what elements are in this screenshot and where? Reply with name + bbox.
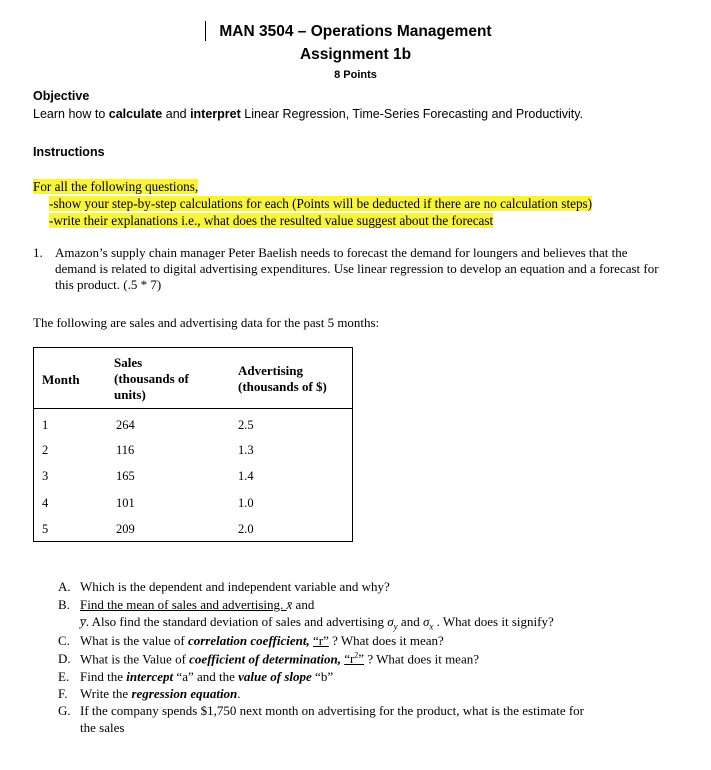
col-header-advertising: [238, 363, 327, 395]
col-header-sales-line1: Sales: [114, 355, 143, 370]
instructions-heading: Instructions: [33, 145, 105, 159]
subquestion-b-and2: and: [397, 614, 423, 629]
y-bar-symbol: y̅: [80, 614, 86, 629]
subquestion-b-letter: B.: [58, 597, 70, 612]
table-header-divider: [33, 408, 353, 409]
table-cell: 1.3: [238, 443, 254, 457]
objective-mid: and: [162, 107, 191, 121]
objective-calculate: calculate: [108, 107, 163, 121]
col-header-sales: [114, 355, 189, 403]
subquestion-e-mid: “a” and the: [173, 669, 239, 684]
instructions-line2: [49, 212, 493, 229]
sigma-y-subscript: y: [393, 621, 398, 632]
table-cell: 264: [116, 418, 135, 432]
sigma-x-symbol: σ: [422, 614, 430, 629]
subquestion-c-bold: correlation coefficient: [187, 633, 307, 648]
subquestion-a-text: Which is the dependent and independent variable and why?: [80, 579, 390, 594]
subquestion-d-post: ? What does it mean?: [364, 651, 479, 667]
table-cell: 165: [116, 469, 135, 483]
question-1-text: Amazon’s supply chain manager Peter Baelish needs to forecast the demand for loungers and believes that the demand is related to digital advertising expenditures. Use linear regression to develop an equation and a forecast for this product. (.5 * 7): [55, 245, 659, 292]
objective-interpret: interpret: [190, 107, 241, 121]
col-header-adv-line1: Advertising: [238, 363, 303, 378]
subquestion-e-slope: value of slope: [238, 669, 312, 684]
subquestion-f-text: [80, 686, 241, 702]
instructions-line1-text: -show your step-by-step calculations for each (Points will be deducted if there are no calculation steps): [49, 196, 593, 211]
subquestion-d-bold: coefficient of determination: [189, 651, 338, 667]
subquestion-b-text2: . Also find the standard deviation of sales and advertising: [85, 614, 388, 629]
subquestion-d-comma: ,: [337, 651, 345, 667]
subquestion-e-intercept: intercept: [126, 669, 174, 684]
table-cell: 2: [42, 443, 49, 457]
subquestion-b-and: and: [292, 597, 315, 612]
col-header-adv-line2: (thousands of $): [238, 379, 327, 394]
instructions-line1: [49, 195, 592, 212]
points-label: 8 Points: [334, 69, 377, 81]
table-cell: 2.5: [238, 418, 254, 432]
table-intro: The following are sales and advertising data for the past 5 months:: [33, 315, 380, 330]
table-cell: 101: [116, 496, 135, 510]
table-cell: 3: [42, 469, 49, 483]
subquestion-f-letter: F.: [58, 686, 68, 701]
objective-post: Linear Regression, Time-Series Forecasting and Productivity.: [240, 107, 584, 121]
instructions-intro: [33, 178, 198, 195]
subquestion-e-letter: E.: [58, 669, 70, 684]
subquestion-d-symbol-open: “r: [344, 651, 355, 667]
subquestion-b-line1: [80, 597, 314, 613]
subquestion-d-pre: What is the Value of: [80, 651, 190, 667]
sigma-y-symbol: σ: [387, 614, 394, 629]
instructions-line2-text: -write their explanations i.e., what does the resulted value suggest about the forecast: [49, 213, 494, 228]
subquestion-e-post: “b”: [311, 669, 334, 684]
objective-pre: Learn how to: [33, 107, 109, 121]
assignment-title: Assignment 1b: [299, 46, 412, 63]
subquestion-e-text: [80, 669, 333, 685]
table-cell: 116: [116, 443, 135, 457]
sigma-x-subscript: x: [429, 621, 434, 632]
instructions-intro-text: For all the following questions,: [33, 179, 199, 194]
subquestion-f-bold: regression equation: [131, 686, 238, 701]
course-title: MAN 3504 – Operations Management: [219, 23, 492, 40]
subquestion-c-symbol: “r”: [312, 633, 329, 648]
subquestion-d-symbol-close: ”: [358, 651, 365, 667]
col-header-sales-line3: units): [114, 387, 146, 402]
subquestion-d-text: [80, 651, 479, 667]
table-cell: 209: [116, 522, 135, 536]
subquestion-b-text3: . What does it signify?: [433, 614, 554, 629]
subquestion-a-letter: A.: [58, 579, 71, 594]
subquestion-c-text: [80, 633, 444, 649]
subquestion-g-letter: G.: [58, 703, 71, 718]
subquestion-d-symbol: [344, 651, 364, 666]
table-cell: 1: [42, 418, 49, 432]
subquestion-c-comma: ,: [306, 633, 313, 648]
col-header-sales-line2: (thousands of: [114, 371, 189, 386]
table-cell: 2.0: [238, 522, 254, 536]
subquestion-c-letter: C.: [58, 633, 70, 648]
subquestion-d-superscript: 2: [354, 651, 359, 660]
subquestion-f-post: .: [237, 686, 241, 701]
table-cell: 1.4: [238, 469, 254, 483]
question-1-number: 1.: [33, 245, 43, 260]
subquestion-b-line2: [80, 614, 554, 632]
table-cell: 5: [42, 522, 49, 536]
subquestion-e-pre: Find the: [80, 669, 127, 684]
table-cell: 4: [42, 496, 49, 510]
subquestion-c-post: ? What does it mean?: [328, 633, 444, 648]
subquestion-f-pre: Write the: [80, 686, 132, 701]
subquestion-d-letter: D.: [58, 651, 71, 666]
table-cell: 1.0: [238, 496, 254, 510]
subquestion-c-pre: What is the value of: [80, 633, 188, 648]
x-bar-symbol: x̄: [286, 597, 293, 612]
subquestion-g-line1: If the company spends $1,750 next month on advertising for the product, what is the estimate for: [80, 703, 584, 718]
col-header-month: Month: [42, 372, 80, 387]
subquestion-g-line2: the sales: [80, 720, 125, 735]
subquestion-b-text1: Find the mean of sales and advertising.: [80, 597, 287, 612]
objective-text: [33, 107, 583, 121]
objective-heading: Objective: [33, 89, 90, 103]
